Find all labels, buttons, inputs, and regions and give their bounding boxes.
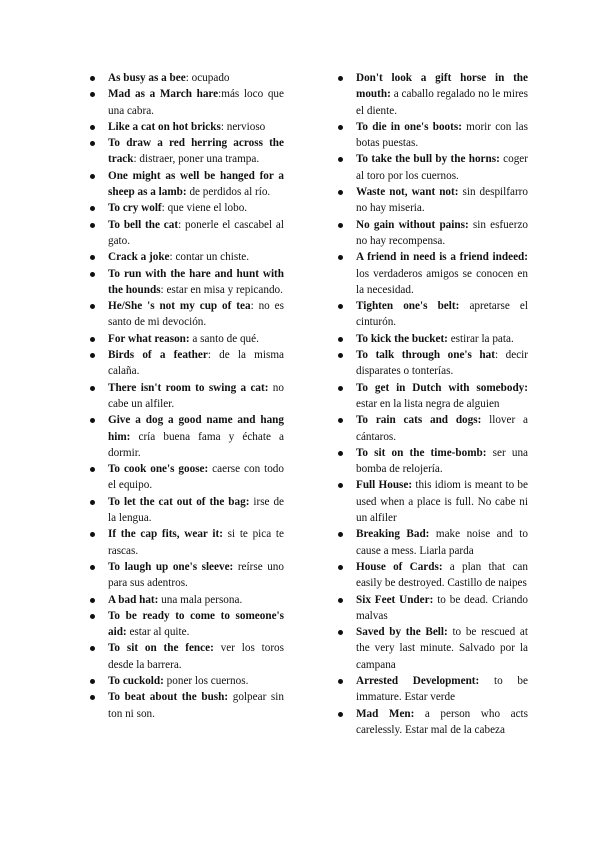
idiom-term: To cuckold: [108, 674, 164, 687]
bullet-icon [338, 532, 343, 537]
bullet-icon [338, 598, 343, 603]
idiom-definition: irse de la lengua. [108, 495, 285, 525]
list-item [88, 331, 284, 347]
list-item [88, 461, 284, 494]
idiom-definition: nervioso [223, 120, 266, 133]
list-item [336, 559, 528, 592]
list-item [88, 135, 284, 168]
bullet-icon [338, 483, 343, 488]
list-item [88, 168, 284, 201]
list-item [88, 494, 284, 527]
idiom-term: To laugh up one's sleeve: [108, 560, 234, 573]
bullet-icon [90, 223, 95, 228]
idiom-definition: ser una bomba de relojería. [356, 446, 529, 476]
list-item [336, 298, 528, 331]
idiom-separator: : [178, 218, 182, 231]
right-column [336, 70, 528, 738]
bullet-icon [90, 337, 95, 342]
idiom-definition: distraer, poner una trampa. [136, 153, 260, 166]
idiom-definition: to be rescued at the very last minute. Salvado por la campana [356, 626, 529, 671]
list-item [88, 526, 284, 559]
idiom-term: To cook one's goose: [108, 463, 209, 476]
list-item [88, 689, 284, 722]
idiom-definition: a santo de qué. [189, 332, 259, 345]
idiom-definition: ocupado [188, 72, 230, 84]
list-item [88, 86, 284, 119]
idiom-separator: : [207, 349, 211, 362]
idiom-definition: estar en misa y repicando. [163, 283, 283, 296]
bullet-icon [90, 565, 95, 570]
idiom-separator: : [169, 251, 173, 264]
bullet-icon [90, 532, 95, 537]
idiom-term: To beat about the bush: [108, 691, 229, 704]
idiom-term: Waste not, want not: [356, 186, 459, 199]
list-item [88, 298, 284, 331]
idiom-term: He/She 's not my cup of tea [108, 300, 251, 313]
list-item [88, 217, 284, 250]
bullet-icon [90, 125, 95, 130]
idiom-definition: a person who acts carelessly. Estar mal de la cabeza [356, 707, 528, 736]
bullet-icon [338, 712, 343, 717]
bullet-icon [338, 255, 343, 260]
idiom-definition: reírse uno para sus adentros. [108, 560, 284, 590]
idiom-definition: to be immature. Estar verde [356, 674, 528, 704]
idiom-list-left [88, 70, 284, 722]
bullet-icon [338, 451, 343, 456]
bullet-icon [90, 695, 95, 700]
idiom-definition: de la misma calaña. [108, 349, 284, 378]
bullet-icon [338, 353, 343, 358]
list-item [336, 445, 528, 478]
idiom-term: Arrested Development: [356, 674, 480, 687]
idiom-separator: : [220, 120, 224, 133]
list-item [336, 347, 528, 380]
list-item [88, 608, 284, 641]
bullet-icon [338, 76, 343, 81]
idiom-definition: a plan that can easily be destroyed. Castillo de naipes [356, 560, 528, 590]
list-item [88, 119, 284, 135]
list-item [88, 559, 284, 592]
idiom-term: A bad hat: [108, 593, 159, 606]
idiom-term: Crack a joke [108, 251, 170, 264]
idiom-term: House of Cards: [356, 560, 443, 573]
idiom-definition: to be dead. Criando malvas [356, 593, 528, 622]
list-item [336, 706, 528, 739]
bullet-icon [90, 174, 95, 179]
list-item [88, 380, 284, 413]
bullet-icon [90, 92, 95, 97]
bullet-icon [338, 630, 343, 635]
idiom-definition: una mala persona. [158, 593, 243, 606]
idiom-definition: make noise and to cause a mess. Liarla parda [356, 528, 528, 557]
idiom-definition: caerse con todo el equipo. [108, 463, 284, 492]
idiom-term: Saved by the Bell: [356, 626, 448, 639]
bullet-icon [338, 418, 343, 423]
idiom-definition: no cabe un alfiler. [108, 381, 284, 410]
idiom-definition: estar en la lista negra de alguien [356, 397, 500, 410]
idiom-term: If the cap fits, wear it: [108, 528, 223, 541]
bullet-icon [90, 272, 95, 277]
list-item [336, 673, 528, 706]
bullet-icon [338, 679, 343, 684]
list-item [336, 217, 528, 250]
bullet-icon [90, 500, 95, 505]
idiom-definition: cría buena fama y échate a dormir. [108, 430, 284, 459]
idiom-term: To die in one's boots: [356, 120, 462, 133]
idiom-definition: sin despilfarro no hay miseria. [356, 186, 529, 215]
idiom-term: Full House: [356, 479, 413, 492]
idiom-term: To run with the hare and hunt with the hounds [108, 267, 284, 296]
idiom-definition: estirar la pata. [447, 332, 514, 345]
idiom-definition: que viene el lobo. [164, 202, 248, 215]
idiom-term: A friend in need is a friend indeed: [356, 251, 528, 264]
bullet-icon [338, 337, 343, 342]
idiom-definition: si te pica te rascas. [108, 528, 284, 557]
list-item [88, 592, 284, 608]
bullet-icon [338, 304, 343, 309]
list-item [336, 151, 528, 184]
list-item [336, 526, 528, 559]
idiom-term: Give a dog a good name and hang him: [108, 414, 284, 443]
list-item [88, 673, 284, 689]
idiom-separator: : [494, 349, 499, 362]
bullet-icon [90, 141, 95, 146]
idiom-separator: : [218, 88, 222, 101]
idiom-term: Don't look a gift horse in the mouth: [356, 72, 528, 101]
idiom-separator: : [250, 300, 254, 313]
bullet-icon [90, 304, 95, 309]
idiom-definition: ver los toros desde la barrera. [108, 642, 284, 671]
idiom-list-right [336, 70, 528, 738]
list-item [88, 412, 284, 461]
idiom-term: To bell the cat [108, 218, 179, 231]
bullet-icon [90, 467, 95, 472]
bullet-icon [338, 386, 343, 391]
list-item [336, 249, 528, 298]
idiom-definition: llover a cántaros. [356, 414, 528, 443]
idiom-definition: los verdaderos amigos se conocen en la necesidad. [356, 267, 528, 296]
idiom-term: To let the cat out of the bag: [108, 495, 250, 508]
idiom-term: As busy as a bee [108, 72, 186, 84]
list-item [336, 380, 528, 413]
idiom-definition: apretarse el cinturón. [356, 300, 528, 329]
bullet-icon [90, 255, 95, 260]
idiom-term: To sit on the time-bomb: [356, 446, 487, 459]
idiom-definition: a caballo regalado no le mires el diente. [356, 88, 528, 117]
idiom-term: To draw a red herring across the track [108, 137, 284, 166]
bullet-icon [90, 418, 95, 423]
bullet-icon [338, 565, 343, 570]
idiom-definition: de perdidos al río. [186, 186, 271, 199]
bullet-icon [338, 125, 343, 130]
list-item [336, 184, 528, 217]
idiom-definition: morir con las botas puestas. [356, 120, 528, 150]
idiom-definition: ponerle el cascabel al gato. [108, 218, 284, 247]
bullet-icon [90, 614, 95, 619]
idiom-term: Birds of a feather [108, 349, 208, 362]
bullet-icon [90, 598, 95, 603]
idiom-term: To sit on the fence: [108, 642, 214, 655]
idiom-definition: estar al quite. [126, 626, 190, 639]
idiom-definition: this idiom is meant to be used when a place is full. No cabe ni un alfiler [356, 479, 528, 525]
list-item [336, 592, 528, 625]
bullet-icon [338, 157, 343, 162]
idiom-definition: poner los cuernos. [163, 674, 249, 687]
bullet-icon [90, 386, 95, 391]
idiom-term: To be ready to come to someone's aid: [108, 609, 284, 639]
bullet-icon [338, 223, 343, 228]
idiom-term: Breaking Bad: [356, 528, 430, 541]
idiom-term: No gain without pains: [356, 218, 469, 231]
left-column [88, 70, 284, 722]
bullet-icon [90, 206, 95, 211]
list-item [336, 331, 528, 347]
list-item [336, 477, 528, 526]
idiom-definition: golpear sin ton ni son. [108, 691, 284, 720]
idiom-term: For what reason: [108, 332, 190, 345]
idiom-term: There isn't room to swing a cat: [108, 381, 269, 394]
list-item [336, 624, 528, 673]
bullet-icon [90, 353, 95, 358]
idiom-definition: contar un chiste. [172, 251, 250, 264]
list-item [88, 266, 284, 299]
list-item [88, 347, 284, 380]
idiom-separator: : [185, 72, 189, 84]
idiom-term: To take the bull by the horns: [356, 153, 500, 166]
idiom-term: To kick the bucket: [356, 332, 448, 345]
idiom-term: To cry wolf [108, 202, 162, 215]
idiom-term: One might as well be hanged for a sheep as a lamb: [108, 169, 284, 199]
idiom-term: Like a cat on hot bricks [108, 120, 221, 133]
idiom-definition: sin esfuerzo no hay recompensa. [356, 218, 528, 247]
idiom-definition: decir disparates o tonterías. [356, 349, 528, 378]
idiom-term: To talk through one's hat [356, 349, 495, 362]
bullet-icon [90, 76, 95, 81]
idiom-term: Six Feet Under: [356, 593, 434, 606]
list-item [88, 70, 284, 86]
list-item [88, 249, 284, 265]
idiom-term: Tighten one's belt: [356, 300, 460, 313]
idiom-term: To get in Dutch with somebody: [356, 381, 528, 394]
list-item [336, 70, 528, 119]
list-item [336, 119, 528, 152]
idiom-separator: : [161, 202, 165, 215]
list-item [88, 200, 284, 216]
bullet-icon [90, 646, 95, 651]
idiom-term: Mad Men: [356, 707, 415, 720]
list-item [88, 640, 284, 673]
idiom-definition: no es santo de mi devoción. [108, 300, 284, 329]
idiom-term: Mad as a March hare [108, 88, 219, 101]
bullet-icon [90, 679, 95, 684]
bullet-icon [338, 190, 343, 195]
idiom-definition: más loco que una cabra. [108, 88, 284, 117]
idiom-separator: : [160, 283, 164, 296]
idiom-separator: : [133, 153, 137, 166]
list-item [336, 412, 528, 445]
idiom-definition: coger al toro por los cuernos. [356, 153, 528, 182]
idiom-term: To rain cats and dogs: [356, 414, 482, 427]
